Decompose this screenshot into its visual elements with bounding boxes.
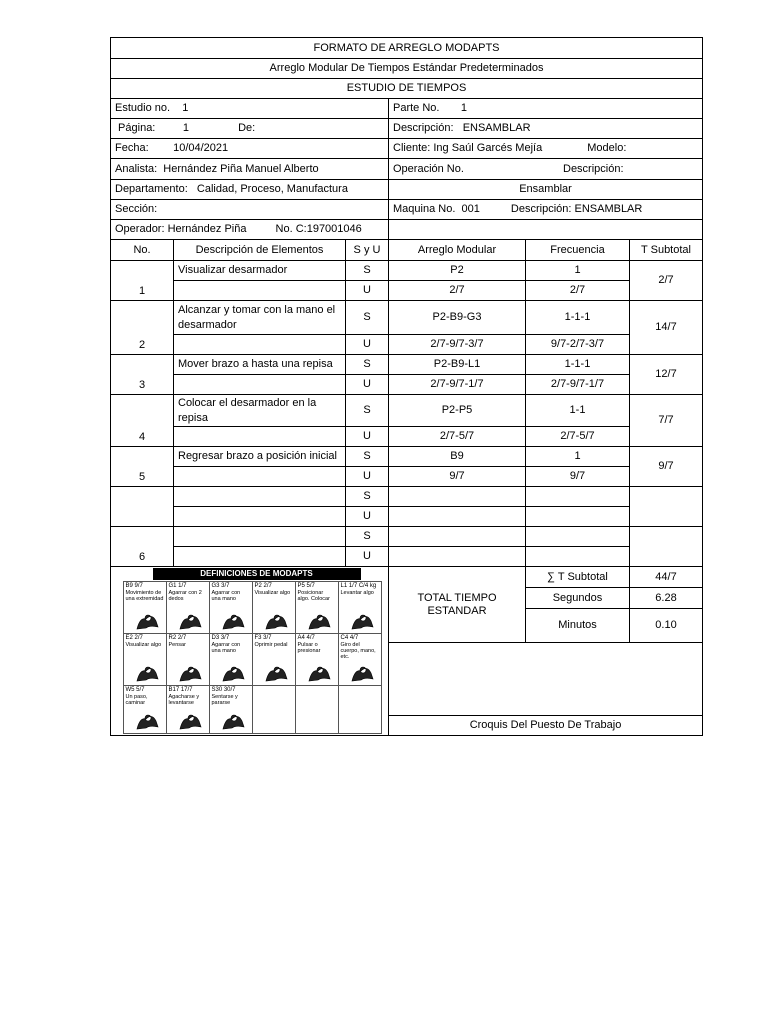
s-arreglo: P2-B9-L1 [389,355,526,375]
movement-pictogram-icon [177,661,203,683]
definition-cell [123,633,167,686]
movement-pictogram-icon [220,709,246,731]
movement-pictogram-icon [134,661,160,683]
col-header-descripcion: Descripción de Elementos [174,240,346,261]
segundos-label: Segundos [526,588,630,609]
definition-label: Sentarse y pararse [211,694,238,706]
definition-code: E2 2/7 [125,635,143,641]
definition-label: Pulsar o presionar [297,642,321,654]
definition-cell [123,581,167,634]
element-description: Regresar brazo a posición inicial [174,447,346,467]
definition-cell [252,633,296,686]
element-subtotal: 2/7 [630,261,703,301]
maquina-descripcion: Descripción: ENSAMBLAR [510,203,643,215]
total-tiempo-estandar [389,567,526,643]
subtotal-label: ∑ T Subtotal [526,567,630,588]
u-label: U [346,427,389,447]
u-arreglo: 2/7-9/7-1/7 [389,375,526,395]
section-title: ESTUDIO DE TIEMPOS [111,79,703,99]
movement-pictogram-icon [177,609,203,631]
element-description-u [174,375,346,395]
definition-label: Pensar [168,642,186,648]
s-arreglo: P2-B9-G3 [389,301,526,335]
u-label: U [346,375,389,395]
s-arreglo: P2-P5 [389,395,526,427]
operador-field [111,220,389,240]
modelo-label: Modelo: [587,142,627,154]
u-label: U [346,467,389,487]
element-description [174,527,346,547]
s-arreglo: P2 [389,261,526,281]
definition-label: Agacharse y levantarse [168,694,200,706]
element-no: 1 [111,261,174,301]
definition-code: A4 4/7 [297,635,315,641]
movement-pictogram-icon [263,661,289,683]
element-description-u [174,335,346,355]
element-no: 5 [111,447,174,487]
s-label: S [346,487,389,507]
s-frecuencia: 1 [526,447,630,467]
s-label: S [346,395,389,427]
element-subtotal [630,487,703,527]
definition-label: Levantar algo [340,590,374,596]
col-header-frecuencia: Frecuencia [526,240,630,261]
definition-code: P5 5/7 [297,583,315,589]
definition-cell [295,633,339,686]
element-no: 3 [111,355,174,395]
modapts-table [110,37,703,736]
definition-label: Un paso, caminar [125,694,148,706]
subtotal-value: 44/7 [630,567,703,588]
definition-label: Visualizar algo [254,590,291,596]
definition-label: Visualizar algo [125,642,162,648]
form-subtitle: Arreglo Modular De Tiempos Estándar Predeterminados [111,59,703,79]
s-frecuencia: 1 [526,261,630,281]
definition-label: Posicionar algo. Colocar [297,590,330,602]
u-arreglo [389,507,526,527]
s-label: S [346,447,389,467]
time-study-form [110,37,702,736]
definition-cell [166,685,210,734]
element-description [174,487,346,507]
s-label: S [346,355,389,375]
definition-label: Oprimir pedal [254,642,288,648]
definition-cell [338,633,382,686]
maquina-no: Maquina No. 001 [393,203,480,215]
col-header-syu: S y U [346,240,389,261]
movement-pictogram-icon [349,661,375,683]
element-no: 2 [111,301,174,355]
u-label: U [346,547,389,567]
movement-pictogram-icon [134,609,160,631]
u-frecuencia [526,507,630,527]
definition-cell [166,581,210,634]
col-header-subtotal: T Subtotal [630,240,703,261]
element-no: 6 [111,527,174,567]
operador: Operador: Hernández Piña [115,223,247,235]
descripcion-field: Descripción: ENSAMBLAR [389,119,703,139]
element-subtotal: 12/7 [630,355,703,395]
definition-code: L1 1/7 C/4 kg [340,583,377,589]
u-frecuencia: 2/7 [526,281,630,301]
movement-pictogram-icon [263,609,289,631]
element-description-u [174,547,346,567]
movement-pictogram-icon [177,709,203,731]
total-label: TOTAL TIEMPO ESTANDAR [417,591,497,617]
u-frecuencia: 2/7-5/7 [526,427,630,447]
s-arreglo [389,527,526,547]
u-frecuencia [526,547,630,567]
definition-cell [295,685,339,734]
segundos-value: 6.28 [630,588,703,609]
de-label: De: [238,122,256,134]
modapts-definitions-cell [111,567,389,736]
form-title: FORMATO DE ARREGLO MODAPTS [111,38,703,59]
u-arreglo: 9/7 [389,467,526,487]
u-label: U [346,281,389,301]
definition-code: W5 5/7 [125,687,145,693]
u-frecuencia: 9/7-2/7-3/7 [526,335,630,355]
pagina-field [111,119,389,139]
s-label: S [346,301,389,335]
s-label: S [346,261,389,281]
operacion-field [389,159,703,180]
ensamblar-field: Ensamblar [389,180,703,200]
s-frecuencia [526,487,630,507]
element-description: Mover brazo a hasta una repisa [174,355,346,375]
u-frecuencia: 2/7-9/7-1/7 [526,375,630,395]
element-subtotal: 9/7 [630,447,703,487]
element-description: Visualizar desarmador [174,261,346,281]
definition-code: R2 2/7 [168,635,187,641]
cliente-field [389,139,703,159]
definition-cell [209,633,253,686]
u-frecuencia: 9/7 [526,467,630,487]
definition-cell [252,685,296,734]
u-arreglo: 2/7-9/7-3/7 [389,335,526,355]
element-subtotal [630,527,703,567]
s-frecuencia: 1-1 [526,395,630,427]
movement-pictogram-icon [220,661,246,683]
s-arreglo: B9 [389,447,526,467]
definition-label: Movimiento de una extremidad [125,590,164,602]
definition-code: B9 9/7 [125,583,143,589]
minutos-value: 0.10 [630,609,703,643]
u-arreglo: 2/7 [389,281,526,301]
operacion-no: Operación No. [393,162,464,175]
pagina: Página: 1 [115,122,189,134]
croquis-area [389,643,703,716]
element-subtotal: 14/7 [630,301,703,355]
maquina-field [389,200,703,220]
definition-code: C4 4/7 [340,635,359,641]
definition-code: F3 3/7 [254,635,272,641]
element-description-u [174,467,346,487]
departamento-field: Departamento: Calidad, Proceso, Manufactura [111,180,389,200]
definition-cell [166,633,210,686]
definition-cell [209,581,253,634]
definition-code: B17 17/7 [168,687,193,693]
element-description-u [174,427,346,447]
element-description: Colocar el desarmador en la repisa [174,395,346,427]
cliente: Cliente: Ing Saúl Garcés Mejía [393,142,543,154]
seccion-field: Sección: [111,200,389,220]
definition-label: Giro del cuerpo, mano, etc. [340,642,376,660]
u-arreglo [389,547,526,567]
movement-pictogram-icon [349,609,375,631]
definition-label: Agarrar con una mano [211,642,241,654]
definition-cell [295,581,339,634]
element-subtotal: 7/7 [630,395,703,447]
s-frecuencia [526,527,630,547]
s-arreglo [389,487,526,507]
element-description-u [174,507,346,527]
croquis-label: Croquis Del Puesto De Trabajo [389,716,703,736]
definition-code: D3 3/7 [211,635,230,641]
operador-blank [389,220,703,240]
definition-cell [123,685,167,734]
s-label: S [346,527,389,547]
s-frecuencia: 1-1-1 [526,301,630,335]
definition-code: S30 30/7 [211,687,236,693]
parte-no: Parte No. 1 [389,99,703,119]
operador-no: No. C:197001046 [275,223,362,235]
definition-label: Agarrar con 2 dedos [168,590,202,602]
definition-code: P2 2/7 [254,583,272,589]
fecha-field: Fecha: 10/04/2021 [111,139,389,159]
movement-pictogram-icon [220,609,246,631]
definitions-grid [123,581,381,733]
movement-pictogram-icon [306,609,332,631]
movement-pictogram-icon [306,661,332,683]
movement-pictogram-icon [134,709,160,731]
analista-field: Analista: Hernández Piña Manuel Alberto [111,159,389,180]
element-description: Alcanzar y tomar con la mano el desarmador [174,301,346,335]
estudio-no: Estudio no. 1 [111,99,389,119]
operacion-descripcion: Descripción: [563,162,624,175]
definition-label: Agarrar con una mano [211,590,241,602]
s-frecuencia: 1-1-1 [526,355,630,375]
definitions-title: DEFINICIONES DE MODAPTS [153,568,361,580]
element-description-u [174,281,346,301]
definition-code: G3 3/7 [211,583,230,589]
u-arreglo: 2/7-5/7 [389,427,526,447]
definition-cell [338,685,382,734]
definition-code: G1 1/7 [168,583,187,589]
element-no: 4 [111,395,174,447]
definition-cell [209,685,253,734]
definition-cell [338,581,382,634]
u-label: U [346,335,389,355]
element-no [111,487,174,527]
minutos-label: Minutos [526,609,630,643]
u-label: U [346,507,389,527]
col-header-no: No. [111,240,174,261]
col-header-arreglo: Arreglo Modular [389,240,526,261]
modapts-definitions-chart [117,567,383,735]
definition-cell [252,581,296,634]
